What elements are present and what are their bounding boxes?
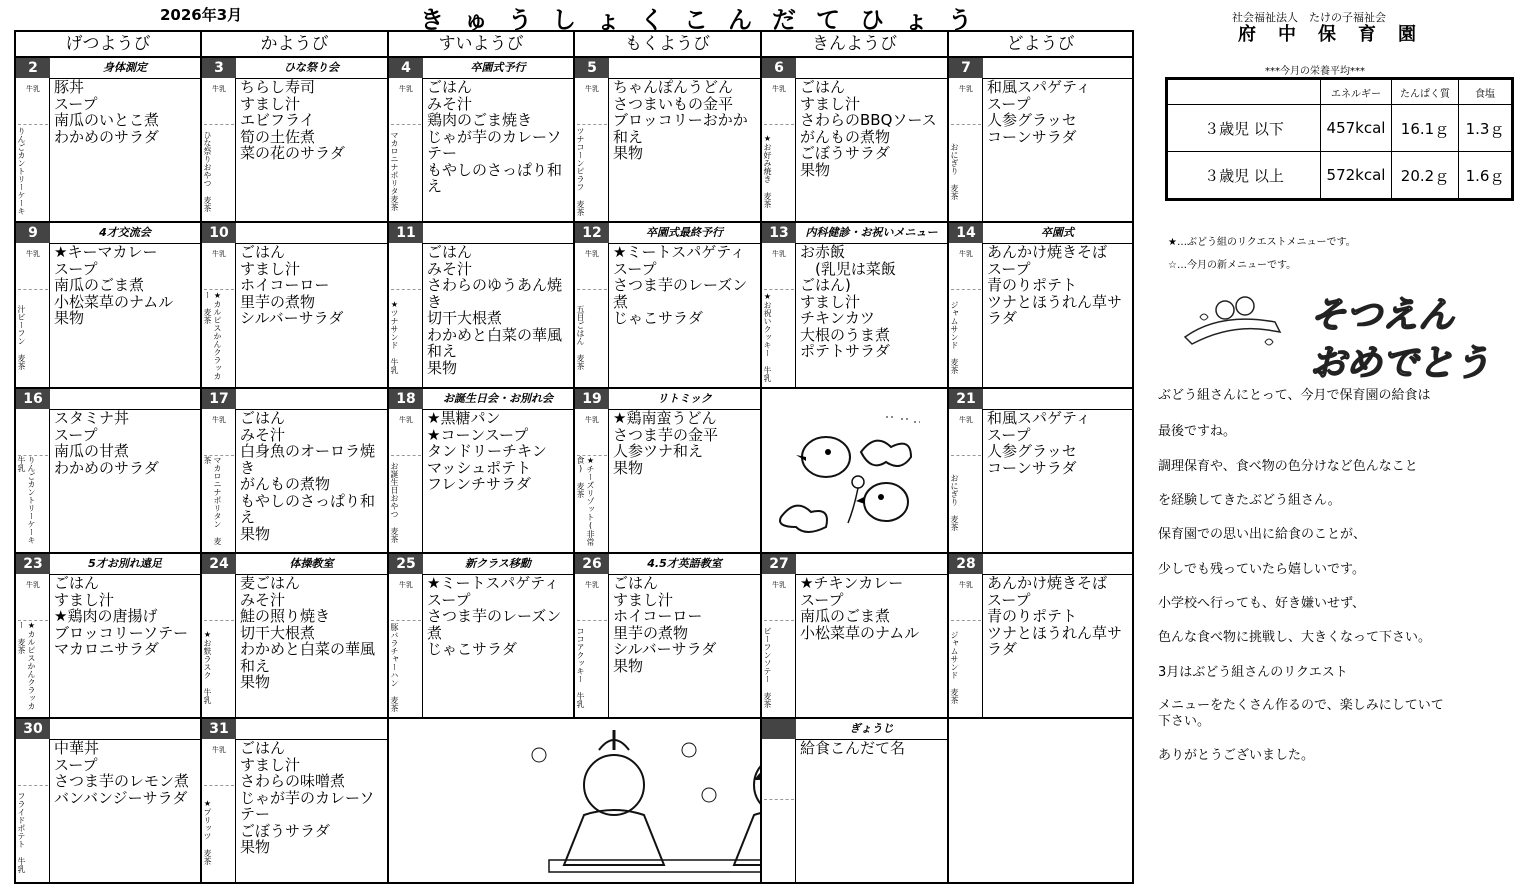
- event-label: [236, 389, 387, 410]
- afternoon-snack: おにぎり 麦茶: [950, 142, 959, 200]
- day-cell: [202, 719, 389, 882]
- hina-dolls-illustration-cell: [389, 719, 762, 882]
- day-number: 11: [389, 223, 423, 243]
- bird-ribbon-illustration: [1180, 292, 1290, 352]
- day-cell: [575, 223, 762, 389]
- snack-column: [762, 739, 796, 882]
- menu-items: ごはん すまし汁 さわらのBBQソース がんもの煮物 ごぼうサラダ 果物: [800, 78, 937, 179]
- day-number: 27: [762, 554, 796, 574]
- snack-column: [949, 243, 983, 387]
- morning-drink: 牛乳: [772, 250, 786, 258]
- message-line: 保育園での思い出に給食のことが、: [1158, 527, 1367, 542]
- afternoon-snack: りんごカントリーケーキ 牛乳: [17, 456, 36, 544]
- menu-items: 和風スパゲティ スープ 人参グラッセ コーンサラダ: [987, 409, 1091, 477]
- afternoon-snack: 豚バラチャーハン 麦茶: [390, 622, 399, 712]
- afternoon-snack: ひな祭りおやつ 麦茶: [203, 130, 212, 212]
- day-number: 14: [949, 223, 983, 243]
- afternoon-snack: フライドポテト 牛乳: [17, 791, 26, 873]
- menu-items: ごはん すまし汁 ホイコーロー 里芋の煮物 シルバーサラダ: [240, 243, 344, 327]
- nutrition-salt: 1.3ｇ: [1459, 105, 1513, 152]
- day-cell: [389, 554, 575, 719]
- nutrition-energy: 572kcal: [1321, 152, 1392, 200]
- snack-column: [762, 574, 796, 717]
- day-cell: [575, 58, 762, 223]
- message-line: 小学校へ行っても、好き嫌いせず、: [1158, 596, 1365, 611]
- day-cell: [16, 58, 202, 223]
- snack-column: [949, 574, 983, 717]
- org-name: 府中保育園: [1238, 24, 1438, 45]
- morning-drink: 牛乳: [585, 250, 599, 258]
- event-label: 5才お別れ遠足: [50, 554, 200, 575]
- snack-column: [949, 78, 983, 221]
- morning-drink: 牛乳: [772, 85, 786, 93]
- day-cell: [575, 554, 762, 719]
- snack-column: [202, 78, 236, 221]
- org-subtitle: 社会福祉法人 たけの子福祉会: [1232, 11, 1386, 24]
- afternoon-snack: ★カルピスかんクラッカー 麦茶: [203, 291, 222, 380]
- snack-column: [16, 574, 50, 717]
- nutrition-header-protein: たんぱく質: [1392, 79, 1459, 105]
- divider: [764, 289, 794, 290]
- weekday-header: きんようび: [762, 32, 949, 58]
- nutrition-title: ***今月の栄養平均***: [1265, 66, 1365, 77]
- menu-items: ★鶏南蛮うどん さつま芋の金平 人参ツナ和え 果物: [613, 409, 719, 477]
- snack-column: [575, 78, 609, 221]
- day-number-blank: [762, 719, 796, 739]
- morning-drink: 牛乳: [26, 85, 40, 93]
- menu-items: ごはん みそ汁 さわらのゆうあん焼き 切干大根煮 わかめと白菜の華風和え 果物: [427, 243, 563, 377]
- day-number: 7: [949, 58, 983, 78]
- day-cell: [762, 223, 949, 389]
- divider: [764, 799, 794, 800]
- event-label: [983, 58, 1132, 79]
- snack-column: [575, 243, 609, 387]
- menu-items: ごはん すまし汁 さわらの味噌煮 じゃが芋のカレーソテー ごぼうサラダ 果物: [240, 739, 375, 856]
- morning-drink: 牛乳: [959, 85, 973, 93]
- morning-drink: 牛乳: [959, 581, 973, 589]
- menu-items: ごはん みそ汁 鶏肉のごま焼き じゃが芋のカレーソテー もやしのさっぱり和え: [427, 78, 563, 195]
- afternoon-snack: ビーフンソテー 麦茶: [763, 626, 772, 708]
- event-label: [236, 223, 387, 244]
- divider: [951, 289, 981, 290]
- morning-drink: 牛乳: [399, 581, 413, 589]
- bird-illustration-cell: [762, 389, 949, 554]
- day-number: 17: [202, 389, 236, 409]
- day-number: 30: [16, 719, 50, 739]
- menu-items: お赤飯 (乳児は菜飯 ごはん) すまし汁 チキンカツ 大根のうま煮 ポテトサラダ: [800, 243, 896, 360]
- day-number: 31: [202, 719, 236, 739]
- day-cell: [949, 554, 1132, 719]
- menu-items: 麦ごはん みそ汁 鮭の照り焼き 切干大根煮 わかめと白菜の華風和え 果物: [240, 574, 376, 691]
- snack-column: [16, 409, 50, 552]
- event-label: 体操教室: [236, 554, 387, 575]
- day-cell: [389, 223, 575, 389]
- day-cell: [949, 223, 1132, 389]
- event-label: 4.5才英語教室: [609, 554, 760, 575]
- day-number: 21: [949, 389, 983, 409]
- afternoon-snack: マカロニナポリタ麦茶: [390, 131, 399, 211]
- weekday-header: すいようび: [389, 32, 575, 58]
- morning-drink: 牛乳: [26, 581, 40, 589]
- event-label: [50, 719, 200, 740]
- day-cell: [389, 389, 575, 554]
- snack-column: [16, 243, 50, 387]
- menu-items: 和風スパゲティ スープ 人参グラッセ コーンサラダ: [987, 78, 1091, 146]
- event-label: [796, 58, 947, 79]
- day-number: 19: [575, 389, 609, 409]
- event-label: 新クラス移動: [423, 554, 573, 575]
- morning-drink: 牛乳: [959, 250, 973, 258]
- afternoon-snack: ★プリッツ 麦茶: [203, 799, 212, 865]
- day-cell: [16, 719, 202, 882]
- event-label: [236, 719, 387, 740]
- afternoon-snack: お誕生日おやつ 麦茶: [390, 461, 399, 543]
- menu-items: ごはん みそ汁 白身魚のオーロラ焼き がんもの煮物 もやしのさっぱり和え 果物: [240, 409, 376, 543]
- morning-drink: 牛乳: [212, 250, 226, 258]
- day-number: 23: [16, 554, 50, 574]
- event-label: ひな祭り会: [236, 58, 387, 79]
- afternoon-snack: ★カルピスかんクラッカー 麦茶: [17, 621, 36, 710]
- nutrition-energy: 457kcal: [1321, 105, 1392, 152]
- weekday-header: かようび: [202, 32, 389, 58]
- event-label: [423, 223, 573, 244]
- nutrition-table: [1165, 77, 1514, 201]
- day-number: 16: [16, 389, 50, 409]
- divider: [391, 289, 421, 290]
- message-line: 少しでも残っていたら嬉しいです。: [1158, 562, 1365, 577]
- nutrition-header-salt: 食塩: [1459, 79, 1513, 105]
- day-number: 9: [16, 223, 50, 243]
- menu-items: あんかけ焼きそば スープ 青のりポテト ツナとほうれん草サラダ: [987, 243, 1123, 327]
- event-label: リトミック: [609, 389, 760, 410]
- day-number: 12: [575, 223, 609, 243]
- event-label: ぎょうじ: [796, 719, 947, 740]
- afternoon-snack: ★ツナサンド 牛乳: [390, 300, 399, 374]
- afternoon-snack: おにぎり 麦茶: [950, 473, 959, 531]
- snack-column: [202, 243, 236, 387]
- message-line: 3月はぶどう組さんのリクエスト: [1158, 665, 1348, 680]
- menu-items: 中華丼 スープ さつま芋のレモン煮 バンバンジーサラダ: [54, 739, 190, 807]
- menu-calendar: [14, 30, 1134, 884]
- nutrition-salt: 1.6ｇ: [1459, 152, 1513, 200]
- menu-items: あんかけ焼きそば スープ 青のりポテト ツナとほうれん草サラダ: [987, 574, 1123, 658]
- snack-column: [389, 409, 423, 552]
- legend-star-black: ★…ぶどう組のリクエストメニューです。: [1168, 237, 1356, 248]
- snack-column: [762, 78, 796, 221]
- weekday-header: どようび: [949, 32, 1132, 58]
- menu-items: ★チキンカレー スープ 南瓜のごま煮 小松菜草のナムル: [800, 574, 920, 642]
- snack-column: [202, 574, 236, 717]
- menu-items: ★ミートスパゲティ スープ さつま芋のレーズン煮 じゃこサラダ: [427, 574, 562, 658]
- menu-items: ★ミートスパゲティ スープ さつま芋のレーズン煮 じゃこサラダ: [613, 243, 748, 327]
- event-label: 身体測定: [50, 58, 200, 79]
- nutrition-protein: 16.1ｇ: [1392, 105, 1459, 152]
- day-cell: [16, 389, 202, 554]
- menu-items: ごはん すまし汁 ホイコーロー 里芋の煮物 シルバーサラダ 果物: [613, 574, 717, 675]
- day-cell: [762, 58, 949, 223]
- nutrition-header-energy: エネルギー: [1321, 79, 1392, 105]
- day-number: 28: [949, 554, 983, 574]
- event-label: 卒園式予行: [423, 58, 573, 79]
- morning-drink: 牛乳: [212, 416, 226, 424]
- event-label: [983, 389, 1132, 410]
- snack-column: [949, 409, 983, 552]
- menu-items: ★黒糖パン ★コーンスープ タンドリーチキン マッシュポテト フレンチサラダ: [427, 409, 547, 493]
- day-number: 4: [389, 58, 423, 78]
- day-cell: [389, 58, 575, 223]
- afternoon-snack: ★お祝いクッキー 牛乳: [763, 292, 772, 382]
- event-label: [796, 554, 947, 575]
- event-label: 4才交流会: [50, 223, 200, 244]
- morning-drink: 牛乳: [399, 416, 413, 424]
- snack-column: [389, 78, 423, 221]
- afternoon-snack: ★お好み焼き 麦茶: [763, 134, 772, 208]
- event-label: [609, 58, 760, 79]
- menu-items: ★キーマカレー スープ 南瓜のごま煮 小松菜草のナムル 果物: [54, 243, 174, 327]
- day-cell: [202, 554, 389, 719]
- page-title: きゅうしょくこんだてひょう: [420, 6, 992, 34]
- message-line: ぶどう組さんにとって、今月で保育園の給食は: [1158, 388, 1431, 403]
- snack-column: [202, 739, 236, 882]
- morning-drink: 牛乳: [26, 250, 40, 258]
- message-line: 調理保育や、食べ物の色分けなど色んなこと: [1158, 459, 1418, 474]
- day-cell: [202, 223, 389, 389]
- day-number: 2: [16, 58, 50, 78]
- snack-column: [575, 574, 609, 717]
- day-number: 26: [575, 554, 609, 574]
- message-line: ありがとうございました。: [1158, 748, 1315, 763]
- nutrition-row-label: ３歳児 以上: [1167, 152, 1321, 200]
- weekday-header: もくようび: [575, 32, 762, 58]
- message-line: 色んな食べ物に挑戦し、大きくなって下さい。: [1158, 630, 1432, 645]
- menu-items: 給食こんだて名: [800, 739, 906, 757]
- hina-dolls-illustration: [529, 725, 762, 875]
- snack-column: [389, 574, 423, 717]
- event-label: [983, 554, 1132, 575]
- snack-column: [389, 243, 423, 387]
- legend-cell: [762, 719, 949, 882]
- nutrition-row: [1167, 152, 1513, 200]
- day-cell: [16, 223, 202, 389]
- nutrition-protein: 20.2ｇ: [1392, 152, 1459, 200]
- morning-drink: 牛乳: [585, 581, 599, 589]
- nutrition-header-row: [1167, 79, 1513, 105]
- menu-items: ごはん すまし汁 ★鶏肉の唐揚げ ブロッコリーソテー マカロニサラダ: [54, 574, 189, 658]
- divider: [18, 289, 48, 290]
- afternoon-snack: ココアクッキー 牛乳: [576, 626, 585, 708]
- day-cell: [575, 389, 762, 554]
- divider: [204, 289, 234, 290]
- afternoon-snack: ジャムサンド 麦茶: [950, 300, 959, 374]
- morning-drink: 牛乳: [399, 85, 413, 93]
- year-month: 2026年3月: [160, 6, 243, 24]
- snack-column: [16, 78, 50, 221]
- day-number: 3: [202, 58, 236, 78]
- menu-items: ちらし寿司 すまし汁 エビフライ 筍の土佐煮 菜の花のサラダ: [240, 78, 345, 162]
- snack-column: [16, 739, 50, 882]
- afternoon-snack: マカロニナポリタン 麦茶: [203, 456, 222, 545]
- event-label: 内科健診・お祝いメニュー: [796, 223, 947, 244]
- congrats-title: そつえん おめでとう: [1310, 295, 1491, 384]
- day-cell: [16, 554, 202, 719]
- snack-column: [575, 409, 609, 552]
- divider: [577, 289, 607, 290]
- legend-star-white: ☆…今月の新メニューです。: [1168, 260, 1297, 271]
- morning-drink: 牛乳: [585, 85, 599, 93]
- day-number: 24: [202, 554, 236, 574]
- day-number: 13: [762, 223, 796, 243]
- birds-illustration: [766, 397, 946, 547]
- nutrition-header-blank: [1167, 79, 1321, 105]
- menu-items: 豚丼 スープ 南瓜のいとこ煮 わかめのサラダ: [54, 78, 160, 146]
- message-line: メニューをたくさん作るので、楽しみにしていて 下さい。: [1158, 698, 1444, 729]
- day-cell: [949, 389, 1132, 554]
- morning-drink: 牛乳: [212, 85, 226, 93]
- afternoon-snack: ★チーズリゾット(非常食) 麦茶: [576, 456, 595, 546]
- weekday-header: げつようび: [16, 32, 202, 58]
- day-cell: [762, 554, 949, 719]
- day-number: 25: [389, 554, 423, 574]
- snack-column: [202, 409, 236, 552]
- event-label: 卒園式: [983, 223, 1132, 244]
- day-number: 10: [202, 223, 236, 243]
- day-cell: [202, 389, 389, 554]
- afternoon-snack: ★お麩ラスク 牛乳: [203, 630, 212, 704]
- day-number: 5: [575, 58, 609, 78]
- afternoon-snack: ツナコーンピラフ 麦茶: [576, 126, 585, 216]
- day-cell: [949, 58, 1132, 223]
- morning-drink: 牛乳: [959, 416, 973, 424]
- event-label: [50, 389, 200, 410]
- morning-drink: 牛乳: [585, 416, 599, 424]
- afternoon-snack: りんごカントリーケーキ: [17, 127, 26, 215]
- nutrition-row-label: ３歳児 以下: [1167, 105, 1321, 152]
- afternoon-snack: ジャムサンド 麦茶: [950, 630, 959, 704]
- day-number: 18: [389, 389, 423, 409]
- morning-drink: 牛乳: [772, 581, 786, 589]
- message-line: を経験してきたぶどう組さん。: [1158, 493, 1341, 508]
- snack-column: [762, 243, 796, 387]
- day-cell: [202, 58, 389, 223]
- morning-drink: 牛乳: [212, 746, 226, 754]
- nutrition-row: [1167, 105, 1513, 152]
- event-label: 卒園式最終予行: [609, 223, 760, 244]
- afternoon-snack: 五目ごはん 麦茶: [576, 304, 585, 370]
- afternoon-snack: 汁ビーフン 麦茶: [17, 304, 26, 370]
- menu-items: スタミナ丼 スープ 南瓜の甘煮 わかめのサラダ: [54, 409, 159, 477]
- menu-items: ちゃんぽんうどん さつまいもの金平 ブロッコリーおかか和え 果物: [613, 78, 748, 162]
- event-label: お誕生日会・お別れ会: [423, 389, 573, 410]
- message-line: 最後ですね。: [1158, 424, 1237, 439]
- day-number: 6: [762, 58, 796, 78]
